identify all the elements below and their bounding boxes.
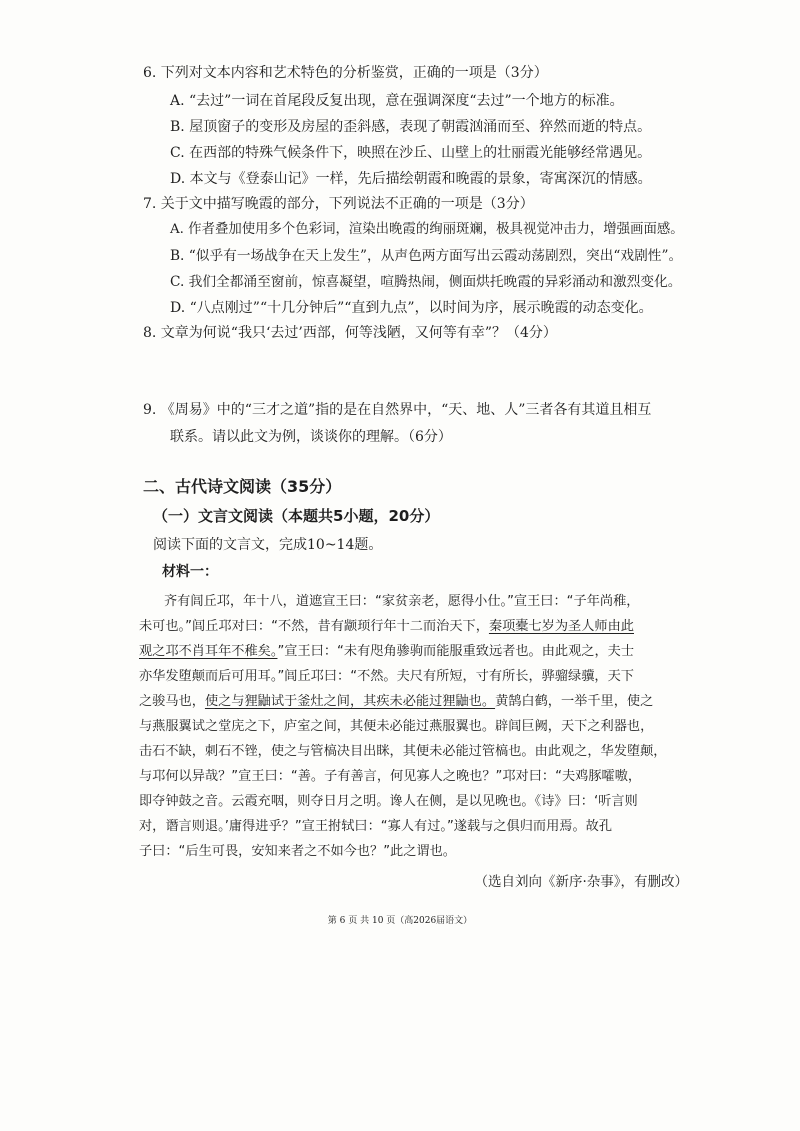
passage-text: ”宣王曰：“未有咫角骖驹而能服重致远者也。由此观之，夫士 bbox=[277, 644, 635, 659]
q6-option-a: A. “去过”一词在首尾段反复出现，意在强调深度“去过”一个地方的标准。 bbox=[170, 93, 624, 109]
passage-line: 齐有闾丘邛，年十八，道遮宣王曰：“家贫亲老，愿得小仕。”宣王曰：“子年尚稚， bbox=[164, 594, 640, 609]
passage-line bbox=[139, 643, 634, 661]
underlined-sentence: 观之邛不肖耳年不稚矣。 bbox=[139, 644, 278, 659]
q9-stem-line1: 9. 《周易》中的“三才之道”指的是在自然界中，“天、地、人”三者各有其道且相互 bbox=[143, 402, 652, 418]
q8-stem: 8. 文章为何说“我只‘去过’西部，何等浅陋，又何等有幸”？（4分） bbox=[143, 325, 557, 341]
passage-text: 之骏马也， bbox=[139, 694, 205, 709]
underlined-sentence: 使之与狸鼬试于釜灶之间，其疾未必能过狸鼬也。 bbox=[204, 694, 496, 709]
passage-line bbox=[139, 693, 653, 711]
q6-option-c: C. 在西部的特殊气候条件下，映照在沙丘、山壁上的壮丽霞光能够经常遇见。 bbox=[170, 145, 652, 161]
passage-line: 即夺钟鼓之音。云霞充咽，则夺日月之明。谗人在侧，是以见晚也。《诗》曰：‘听言则 bbox=[139, 794, 638, 809]
page-footer: 第 6 页 共 10 页（高2026届语文） bbox=[327, 916, 473, 926]
q7-option-d: D. “八点刚过”“十几分钟后”“直到九点”，以时间为序，展示晚霞的动态变化。 bbox=[170, 300, 653, 316]
reading-instruction: 阅读下面的文言文，完成10~14题。 bbox=[153, 537, 383, 553]
q7-option-a: A. 作者叠加使用多个色彩词，渲染出晚霞的绚丽斑斓，极具视觉冲击力，增强画面感。 bbox=[170, 222, 684, 237]
q6-option-b: B. 屋顶窗子的变形及房屋的歪斜感，表现了朝霞汹涌而至、猝然而逝的特点。 bbox=[170, 119, 652, 135]
underlined-sentence: 秦项橐七岁为圣人师由此 bbox=[488, 619, 634, 634]
passage-line bbox=[139, 618, 634, 636]
q7-option-c: C. 我们全都涌至窗前，惊喜凝望，喧腾热闹，侧面烘托晚霞的异彩涌动和激烈变化。 bbox=[170, 274, 682, 290]
section-title: 二、古代诗文阅读（35分） bbox=[143, 477, 342, 496]
material-label: 材料一： bbox=[162, 564, 218, 580]
subsection-title: （一）文言文阅读（本题共5小题，20分） bbox=[153, 507, 440, 525]
q7-stem: 7. 关于文中描写晚霞的部分，下列说法不正确的一项是（3分） bbox=[143, 196, 534, 212]
q9-stem-line2: 联系。请以此文为例，谈谈你的理解。（6分） bbox=[170, 429, 452, 445]
passage-line: 击石不缺，刺石不锉，使之与管槁决目出眯，其便未必能过管槁也。由此观之，华发堕颠， bbox=[139, 744, 667, 759]
q6-option-d: D. 本文与《登泰山记》一样，先后描绘朝霞和晚霞的景象，寄寓深沉的情感。 bbox=[170, 171, 652, 187]
passage-source: （选自刘向《新序·杂事》，有删改） bbox=[474, 874, 688, 890]
q6-stem: 6. 下列对文本内容和艺术特色的分析鉴赏，正确的一项是（3分） bbox=[143, 65, 548, 81]
passage-line: 对，谮言则退。’庸得进乎？”宣王拊轼曰：“寡人有过。”遂载与之俱归而用焉。故孔 bbox=[139, 819, 613, 834]
passage-line: 子曰：“后生可畏，安知来者之不如今也？”此之谓也。 bbox=[139, 844, 456, 859]
passage-line: 亦华发堕颠而后可用耳。”闾丘邛曰：“不然。夫尺有所短，寸有所长，骅骝绿骥，天下 bbox=[139, 669, 634, 684]
passage-line: 与邛何以异哉？”宣王曰：“善。子有善言，何见寡人之晚也？”邛对曰：“夫鸡豚嚯嗷， bbox=[139, 769, 642, 784]
passage-line: 与燕服翼试之堂庑之下，庐室之间，其便未必能过燕服翼也。辟闾巨阙，天下之利器也， bbox=[139, 719, 654, 734]
passage-text: 未可也。”闾丘邛对曰：“不然，昔有颛顼行年十二而治天下， bbox=[139, 619, 489, 634]
q7-option-b: B. “似乎有一场战争在天上发生”，从声色两方面写出云霞动荡剧烈，突出“戏剧性”。 bbox=[170, 248, 683, 264]
passage-text: 黄鹄白鹤，一举千里，使之 bbox=[495, 694, 654, 709]
